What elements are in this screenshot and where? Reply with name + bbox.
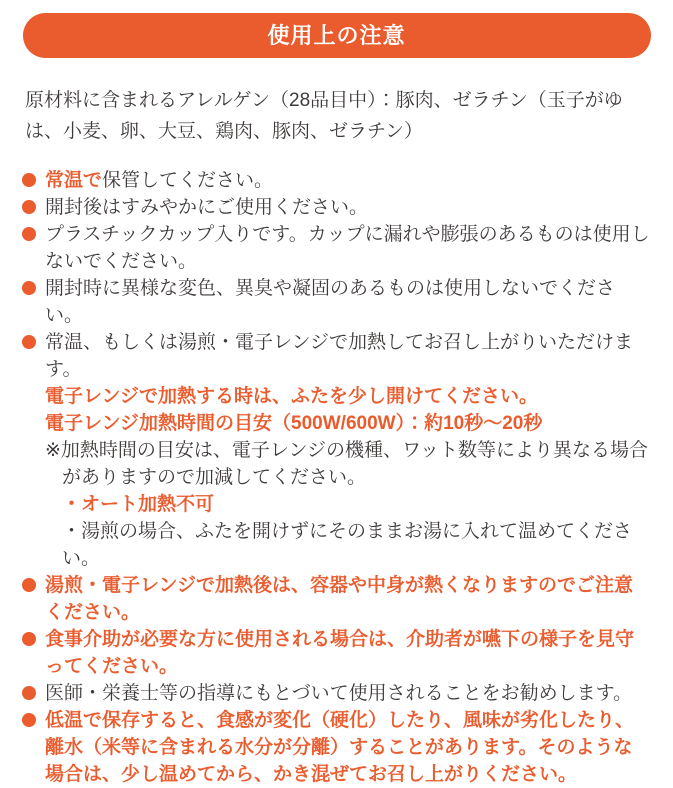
note-subitem-microwave-lid xyxy=(25,383,650,410)
note-line xyxy=(45,410,650,437)
note-subitem-microwave-time xyxy=(25,410,650,437)
bullet-dot-icon xyxy=(22,227,36,241)
note-line xyxy=(45,383,650,410)
bullet-dot-icon xyxy=(22,200,36,214)
note-line xyxy=(62,518,650,572)
bullet-dot-icon xyxy=(22,713,36,727)
note-line xyxy=(45,572,650,626)
note-item-plastic-cup xyxy=(25,221,650,275)
note-text-segment: 開封後はすみやかにご使用ください。 xyxy=(45,197,369,218)
note-text-segment: ※加熱時間の目安は、電子レンジの機種、ワット数等により異なる場合がありますので加減してください。 xyxy=(45,440,649,488)
note-text-segment: プラスチックカップ入りです。カップに漏れや膨張のあるものは使用しないでください。 xyxy=(45,224,650,272)
note-text-segment: 電子レンジ加熱時間の目安（500W/600W）：約10秒～20秒 xyxy=(45,413,543,434)
note-text-segment: 開封時に異様な変色、異臭や凝固のあるものは使用しないでください。 xyxy=(45,278,616,326)
page-title: 使用上の注意 xyxy=(267,22,406,48)
note-item-after-opening xyxy=(25,194,650,221)
note-line xyxy=(45,626,650,680)
bullet-dot-icon xyxy=(22,335,36,349)
bullet-dot-icon xyxy=(22,632,36,646)
section-header-banner xyxy=(23,13,651,58)
bullet-dot-icon xyxy=(22,281,36,295)
note-text-segment: 保管してください。 xyxy=(102,170,274,191)
bullet-dot-icon xyxy=(22,686,36,700)
allergen-info-paragraph: 原材料に含まれるアレルゲン（28品目中）：豚肉、ゼラチン（玉子がゆは、小麦、卵、大豆、鶏肉、豚肉、ゼラチン） xyxy=(25,90,623,142)
note-line xyxy=(45,437,650,491)
note-line xyxy=(45,194,650,221)
note-text-segment: 低温で保存すると、食感が変化（硬化）したり、風味が劣化したり、離水（米等に含まれる水分が分離）することがあります。そのような場合は、少し温めてから、かき混ぜてお召し上がりください。 xyxy=(45,710,635,785)
note-item-heating xyxy=(25,329,650,383)
note-text-segment: 湯煎・電子レンジで加熱後は、容器や中身が熱くなりますのでご注意ください。 xyxy=(45,575,634,623)
note-line xyxy=(45,680,650,707)
notes-list xyxy=(25,167,650,788)
note-text-segment: 食事介助が必要な方に使用される場合は、介助者が嚥下の様子を見守ってください。 xyxy=(45,629,635,677)
note-line xyxy=(45,707,650,788)
bullet-dot-icon xyxy=(22,173,36,187)
note-line xyxy=(62,491,650,518)
note-item-hot-container-warning xyxy=(25,572,650,626)
note-item-storage xyxy=(25,167,650,194)
note-line xyxy=(45,167,650,194)
note-line xyxy=(45,329,650,383)
note-text-segment: 電子レンジで加熱する時は、ふたを少し開けてください。 xyxy=(45,386,539,407)
note-line xyxy=(45,221,650,275)
note-text-segment: ・オート加熱不可 xyxy=(62,494,215,515)
note-subitem-hot-water-bath xyxy=(25,518,650,572)
note-text-segment: ・湯煎の場合、ふたを開けずにそのままお湯に入れて温めてください。 xyxy=(62,521,633,569)
note-item-feeding-assistance xyxy=(25,626,650,680)
content xyxy=(0,85,673,788)
note-text-segment: 常温、もしくは湯煎・電子レンジで加熱してお召し上がりいただけます。 xyxy=(45,332,634,380)
bullet-dot-icon xyxy=(22,578,36,592)
note-line xyxy=(45,275,650,329)
note-subitem-no-auto-heating xyxy=(25,491,650,518)
note-subitem-time-disclaimer xyxy=(25,437,650,491)
note-text-segment: 常温で xyxy=(45,170,103,191)
note-text-segment: 医師・栄養士等の指導にもとづいて使用されることをお勧めします。 xyxy=(45,683,633,704)
note-item-doctor-guidance xyxy=(25,680,650,707)
note-item-abnormal-signs xyxy=(25,275,650,329)
note-item-low-temp-storage xyxy=(25,707,650,788)
